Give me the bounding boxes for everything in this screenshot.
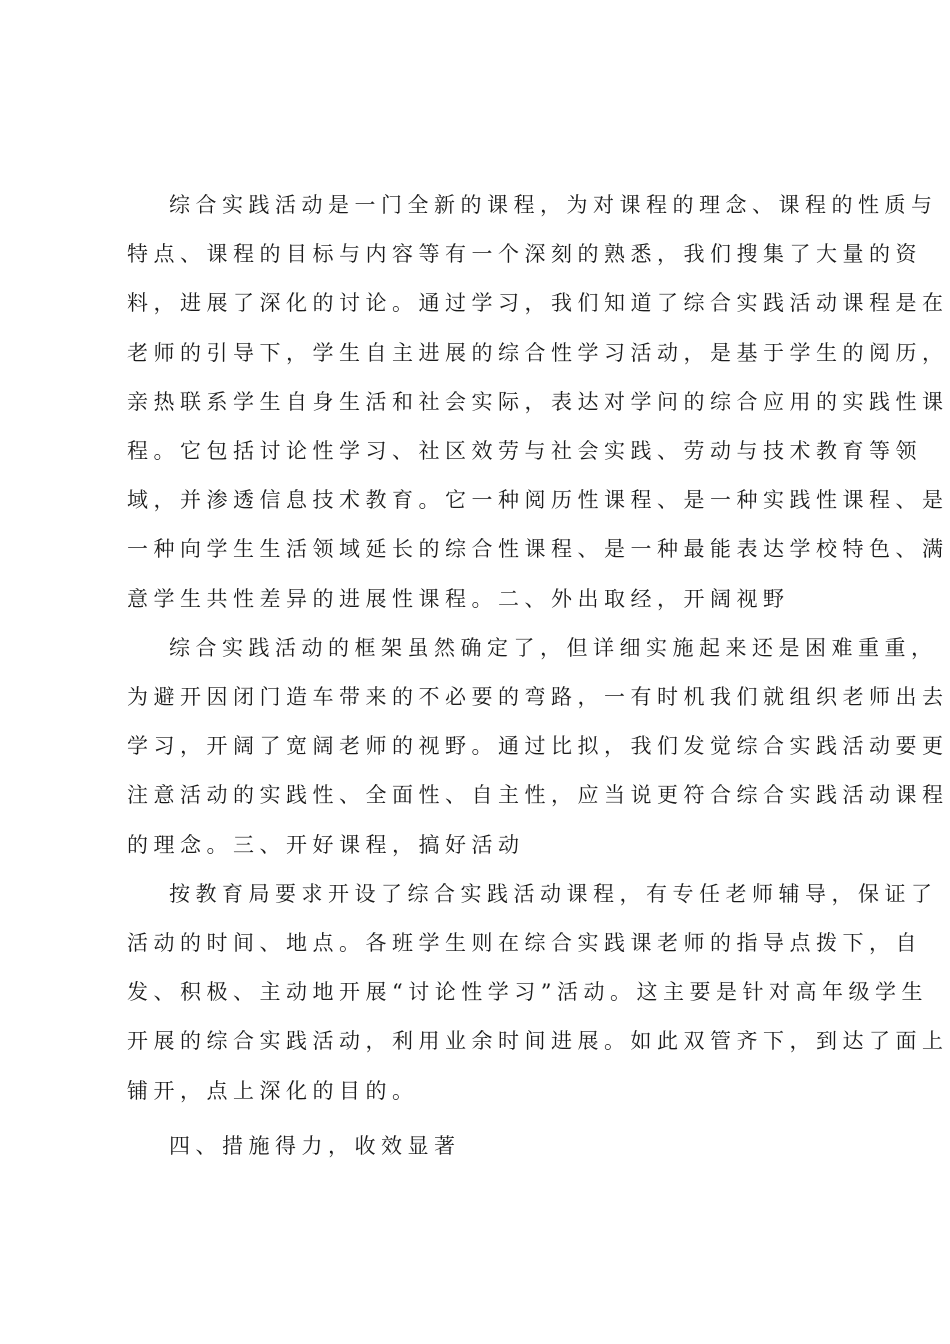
paragraph-line: 按教育局要求开设了综合实践活动课程，有专任老师辅导，保证了 bbox=[169, 881, 938, 906]
paragraph-line: 意学生共性差异的进展性课程。二、外出取经，开阔视野 bbox=[127, 586, 790, 611]
paragraph-line: 老师的引导下，学生自主进展的综合性学习活动，是基于学生的阅历， bbox=[127, 340, 949, 365]
paragraph-1 bbox=[127, 181, 949, 624]
paragraph-2 bbox=[127, 624, 949, 870]
paragraph-line: 综合实践活动的框架虽然确定了，但详细实施起来还是困难重重， bbox=[169, 635, 938, 660]
paragraph-line: 的理念。三、开好课程，搞好活动 bbox=[127, 832, 525, 857]
paragraph-line: 域，并渗透信息技术教育。它一种阅历性课程、是一种实践性课程、是 bbox=[127, 488, 949, 513]
paragraph-line: 活动的时间、地点。各班学生则在综合实践课老师的指导点拨下，自 bbox=[127, 931, 922, 956]
paragraph-line: 料，进展了深化的讨论。通过学习，我们知道了综合实践活动课程是在 bbox=[127, 291, 949, 316]
document-body bbox=[127, 181, 949, 1171]
paragraph-line: 综合实践活动是一门全新的课程，为对课程的理念、课程的性质与 bbox=[169, 193, 938, 217]
paragraph-line: 为避开因闭门造车带来的不必要的弯路，一有时机我们就组织老师出去 bbox=[127, 685, 949, 710]
paragraph-line: 发、积极、主动地开展“讨论性学习”活动。这主要是针对高年级学生 bbox=[127, 980, 928, 1005]
paragraph-line: 铺开，点上深化的目的。 bbox=[127, 1078, 419, 1103]
paragraph-line: 开展的综合实践活动，利用业余时间进展。如此双管齐下，到达了面上 bbox=[127, 1029, 949, 1054]
paragraph-line: 程。它包括讨论性学习、社区效劳与社会实践、劳动与技术教育等领 bbox=[127, 439, 922, 464]
section-heading bbox=[127, 1122, 835, 1171]
paragraph-line: 四、措施得力，收效显著 bbox=[169, 1133, 461, 1158]
paragraph-line: 特点、课程的目标与内容等有一个深刻的熟悉，我们搜集了大量的资 bbox=[127, 242, 922, 267]
paragraph-line: 注意活动的实践性、全面性、自主性，应当说更符合综合实践活动课程 bbox=[127, 783, 949, 808]
paragraph-line: 学习，开阔了宽阔老师的视野。通过比拟，我们发觉综合实践活动要更 bbox=[127, 734, 949, 759]
paragraph-line: 一种向学生生活领域延长的综合性课程、是一种最能表达学校特色、满 bbox=[127, 537, 949, 562]
paragraph-line: 亲热联系学生自身生活和社会实际，表达对学问的综合应用的实践性课 bbox=[127, 389, 949, 414]
paragraph-3 bbox=[127, 870, 949, 1116]
